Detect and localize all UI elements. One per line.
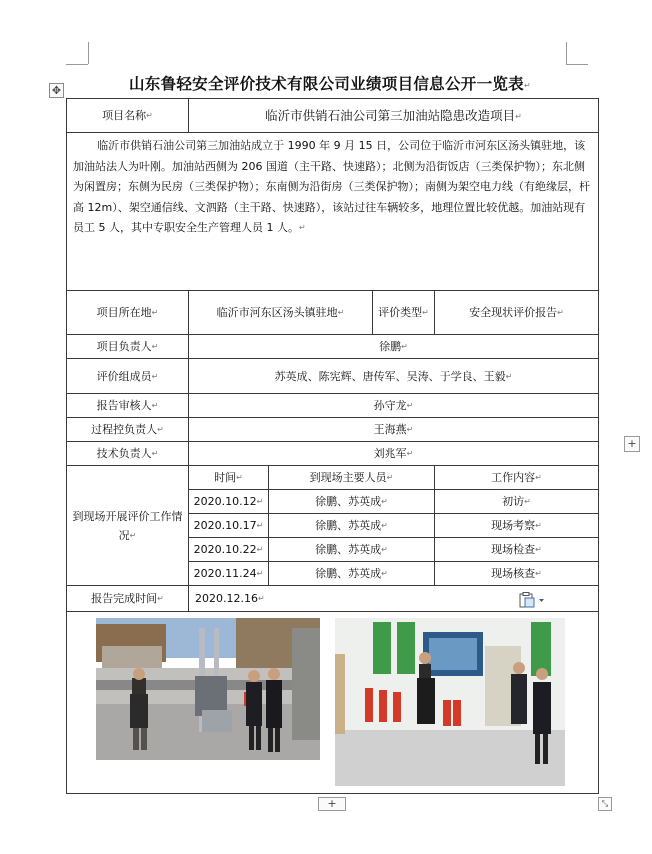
onsite-label: 到现场开展评价工作情况↵ bbox=[67, 466, 189, 586]
table-row bbox=[67, 335, 599, 359]
eval-type-value: 安全现状评价报告↵ bbox=[435, 291, 599, 335]
table-row bbox=[67, 359, 599, 394]
leader-label: 项目负责人↵ bbox=[67, 335, 189, 359]
document-title: 山东鲁轻安全评价技术有限公司业绩项目信息公开一览表↵ bbox=[128, 75, 532, 93]
table-row bbox=[67, 612, 599, 794]
margin-corner-mark bbox=[566, 42, 567, 64]
onsite-date: 2020.10.22↵ bbox=[189, 538, 269, 562]
table-row bbox=[67, 133, 599, 291]
onsite-people: 徐鹏、苏英成↵ bbox=[269, 538, 435, 562]
reviewer-label: 报告审核人↵ bbox=[67, 394, 189, 418]
table-row bbox=[67, 99, 599, 133]
add-column-icon[interactable]: + bbox=[624, 436, 640, 452]
onsite-work: 现场核查↵ bbox=[435, 562, 599, 586]
onsite-date: 2020.10.12↵ bbox=[189, 490, 269, 514]
eval-type-label: 评价类型↵ bbox=[373, 291, 435, 335]
process-label: 过程控负责人↵ bbox=[67, 418, 189, 442]
location-value: 临沂市河东区汤头镇驻地↵ bbox=[189, 291, 373, 335]
site-photo-forecourt bbox=[96, 618, 320, 760]
location-label: 项目所在地↵ bbox=[67, 291, 189, 335]
onsite-date: 2020.10.17↵ bbox=[189, 514, 269, 538]
project-name-value: 临沂市供销石油公司第三加油站隐患改造项目↵ bbox=[189, 99, 599, 133]
completion-value: 2020.12.16↵ bbox=[189, 586, 599, 612]
onsite-people: 徐鹏、苏英成↵ bbox=[269, 514, 435, 538]
site-photo-equipment-room bbox=[335, 618, 565, 786]
reviewer-value: 孙守龙↵ bbox=[189, 394, 599, 418]
margin-corner-mark bbox=[66, 64, 88, 65]
project-info-table bbox=[66, 98, 599, 794]
tech-value: 刘兆军↵ bbox=[189, 442, 599, 466]
add-row-icon[interactable]: + bbox=[318, 797, 346, 811]
table-row bbox=[67, 291, 599, 335]
onsite-header-people: 到现场主要人员↵ bbox=[269, 466, 435, 490]
project-name-label: 项目名称↵ bbox=[67, 99, 189, 133]
margin-corner-mark bbox=[88, 42, 89, 64]
paste-options-icon[interactable] bbox=[519, 592, 547, 608]
onsite-people: 徐鹏、苏英成↵ bbox=[269, 562, 435, 586]
table-resize-icon[interactable]: ⤡ bbox=[598, 797, 612, 811]
onsite-work: 现场检查↵ bbox=[435, 538, 599, 562]
photo-cell bbox=[67, 612, 599, 794]
onsite-header-time: 时间↵ bbox=[189, 466, 269, 490]
onsite-header-work: 工作内容↵ bbox=[435, 466, 599, 490]
tech-label: 技术负责人↵ bbox=[67, 442, 189, 466]
onsite-work: 现场考察↵ bbox=[435, 514, 599, 538]
team-value: 苏英成、陈宪辉、唐传军、吴涛、于学良、王毅↵ bbox=[189, 359, 599, 394]
project-description: 临沂市供销石油公司第三加油站成立于 1990 年 9 月 15 日，公司位于临沂市河东区汤头镇驻地，该加油站法人为叶刚。加油站西侧为 206 国道（主干路、快速路）；北侧为沿街饭店（三类保护物）；东北侧为闲置房；东侧为民房（三类保护物）；东南侧为沿街房（三类保护物）；南侧为架空电力线（有绝缘层，杆高 12m）、架空通信线、文泗路（主干路、快速路），该站过往车辆较多，地理位置比较优越。加油站现有员工 5 人，其中专职安全生产管理人员 1 人。↵ bbox=[67, 133, 599, 291]
table-row bbox=[67, 442, 599, 466]
onsite-date: 2020.11.24↵ bbox=[189, 562, 269, 586]
completion-label: 报告完成时间↵ bbox=[67, 586, 189, 612]
table-move-handle-icon[interactable]: ✥ bbox=[49, 83, 64, 98]
team-label: 评价组成员↵ bbox=[67, 359, 189, 394]
onsite-work: 初访↵ bbox=[435, 490, 599, 514]
onsite-people: 徐鹏、苏英成↵ bbox=[269, 490, 435, 514]
margin-corner-mark bbox=[566, 64, 588, 65]
table-row bbox=[67, 466, 599, 490]
leader-value: 徐鹏↵ bbox=[189, 335, 599, 359]
table-row bbox=[67, 394, 599, 418]
process-value: 王海燕↵ bbox=[189, 418, 599, 442]
table-row bbox=[67, 418, 599, 442]
